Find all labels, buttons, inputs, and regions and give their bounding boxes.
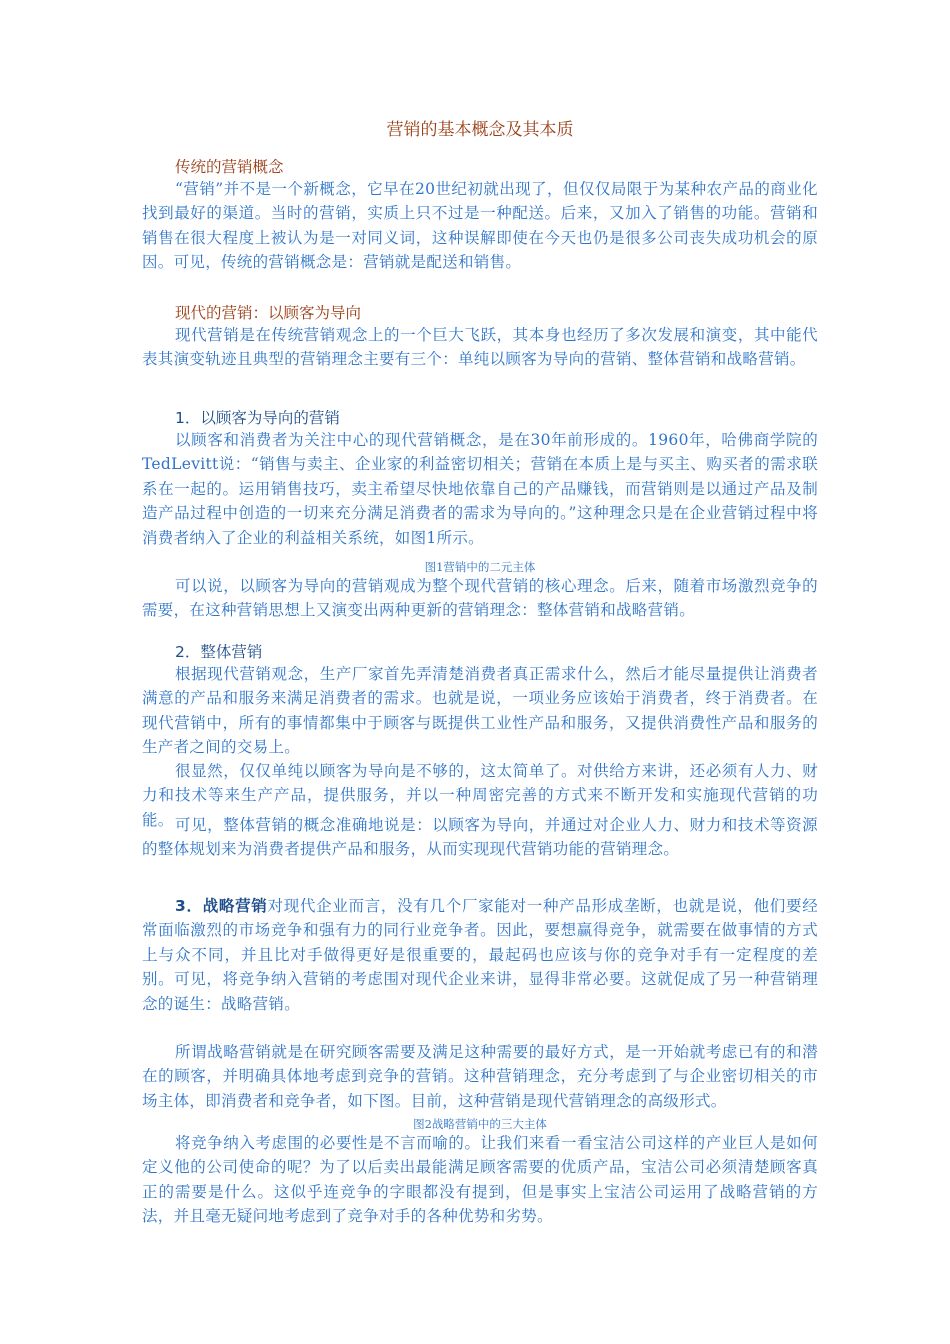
paragraph-holistic-1: 根据现代营销观念，生产厂家首先弄清楚消费者真正需求什么，然后才能尽量提供让消费者满意的产品和服务来满足消费者的需求。也就是说，一项业务应该始于消费者，终于消费者。在现代营销中，所有的事情都集中于顾客与既提供工业性产品和服务，又提供消费性产品和服务的生产者之间的交易上。: [142, 665, 818, 757]
paragraph-holistic-3: 可见，整体营销的概念准确地说是：以顾客为导向，并通过对企业人力、财力和技术等资源的整体规划来为消费者提供产品和服务，从而实现现代营销功能的营销理念。: [142, 816, 818, 859]
paragraph-strategic-1-text: 对现代企业而言，没有几个厂家能对一种产品形成垄断，也就是说，他们要经常面临激烈的市场竞争和强有力的同行业竞争者。因此，要想赢得竞争，就需要在做事情的方式上与众不同，并且比对手做得更好是很重要的，最起码也应该与你的竞争对手有一定程度的差别。可见，将竞争纳入营销的考虑围对现代企业来讲，显得非常必要。这就促成了另一种营销理念的诞生：战略营销。: [142, 897, 819, 1013]
heading-strategic-marketing: 3．战略营销: [175, 897, 268, 915]
paragraph-strategic-1: [142, 894, 818, 1016]
heading-customer-oriented-marketing: 1．以顾客为导向的营销: [175, 409, 340, 427]
heading-holistic-marketing: 2．整体营销: [175, 643, 263, 661]
paragraph-modern-marketing: 现代营销是在传统营销观念上的一个巨大飞跃，其本身也经历了多次发展和演变，其中能代表其演变轨迹且典型的营销理念主要有三个：单纯以顾客为导向的营销、整体营销和战略营销。: [142, 326, 818, 369]
paragraph-traditional-marketing: “营销”并不是一个新概念，它早在20世纪初就出现了，但仅仅局限于为某种农产品的商业化找到最好的渠道。当时的营销，实质上只不过是一种配送。后来，又加入了销售的功能。营销和销售在很大程度上被认为是一对同义词，这种误解即使在今天也仍是很多公司丧失成功机会的原因。可见，传统的营销概念是：营销就是配送和销售。: [142, 180, 818, 272]
paragraph-strategic-3: 将竞争纳入考虑围的必要性是不言而喻的。让我们来看一看宝洁公司这样的产业巨人是如何定义他的公司使命的呢？为了以后卖出最能满足顾客需要的优质产品，宝洁公司必须清楚顾客真正的需要是什么。这似乎连竞争的字眼都没有提到，但是事实上宝洁公司运用了战略营销的方法，并且毫无疑问地考虑到了竞争对手的各种优势和劣势。: [142, 1134, 818, 1226]
figure-caption-2: 图2战略营销中的三大主体: [413, 1117, 547, 1131]
heading-traditional-marketing: 传统的营销概念: [175, 158, 284, 176]
paragraph-holistic-2: 很显然，仅仅单纯以顾客为导向是不够的，这太简单了。对供给方来讲，还必须有人力、财力和技术等来生产产品，提供服务，并以一种周密完善的方式来不断开发和实施现代营销的功能。: [142, 762, 818, 829]
document-title: 营销的基本概念及其本质: [386, 120, 574, 140]
paragraph-strategic-2: 所谓战略营销就是在研究顾客需要及满足这种需要的最好方式，是一开始就考虑已有的和潜在的顾客，并明确具体地考虑到竞争的营销。这种营销理念，充分考虑到了与企业密切相关的市场主体，即消费者和竞争者，如下图。目前，这种营销是现代营销理念的高级形式。: [142, 1043, 818, 1110]
figure-caption-1: 图1营销中的二元主体: [424, 560, 536, 574]
paragraph-customer-oriented-2: 可以说，以顾客为导向的营销观成为整个现代营销的核心理念。后来，随着市场激烈竞争的需要，在这种营销思想上又演变出两种更新的营销理念：整体营销和战略营销。: [142, 577, 818, 620]
paragraph-customer-oriented-1: 以顾客和消费者为关注中心的现代营销概念，是在30年前形成的。1960年，哈佛商学院的TedLevitt说：“销售与卖主、企业家的利益密切相关；营销在本质上是与买主、购买者的需求联系在一起的。运用销售技巧，卖主希望尽快地依靠自己的产品赚钱，而营销则是以通过产品及制造产品过程中创造的一切来充分满足消费者的需求为导向的。”这种理念只是在企业营销过程中将消费者纳入了企业的利益相关系统，如图1所示。: [142, 431, 818, 547]
heading-modern-marketing: 现代的营销：以顾客为导向: [175, 304, 362, 322]
